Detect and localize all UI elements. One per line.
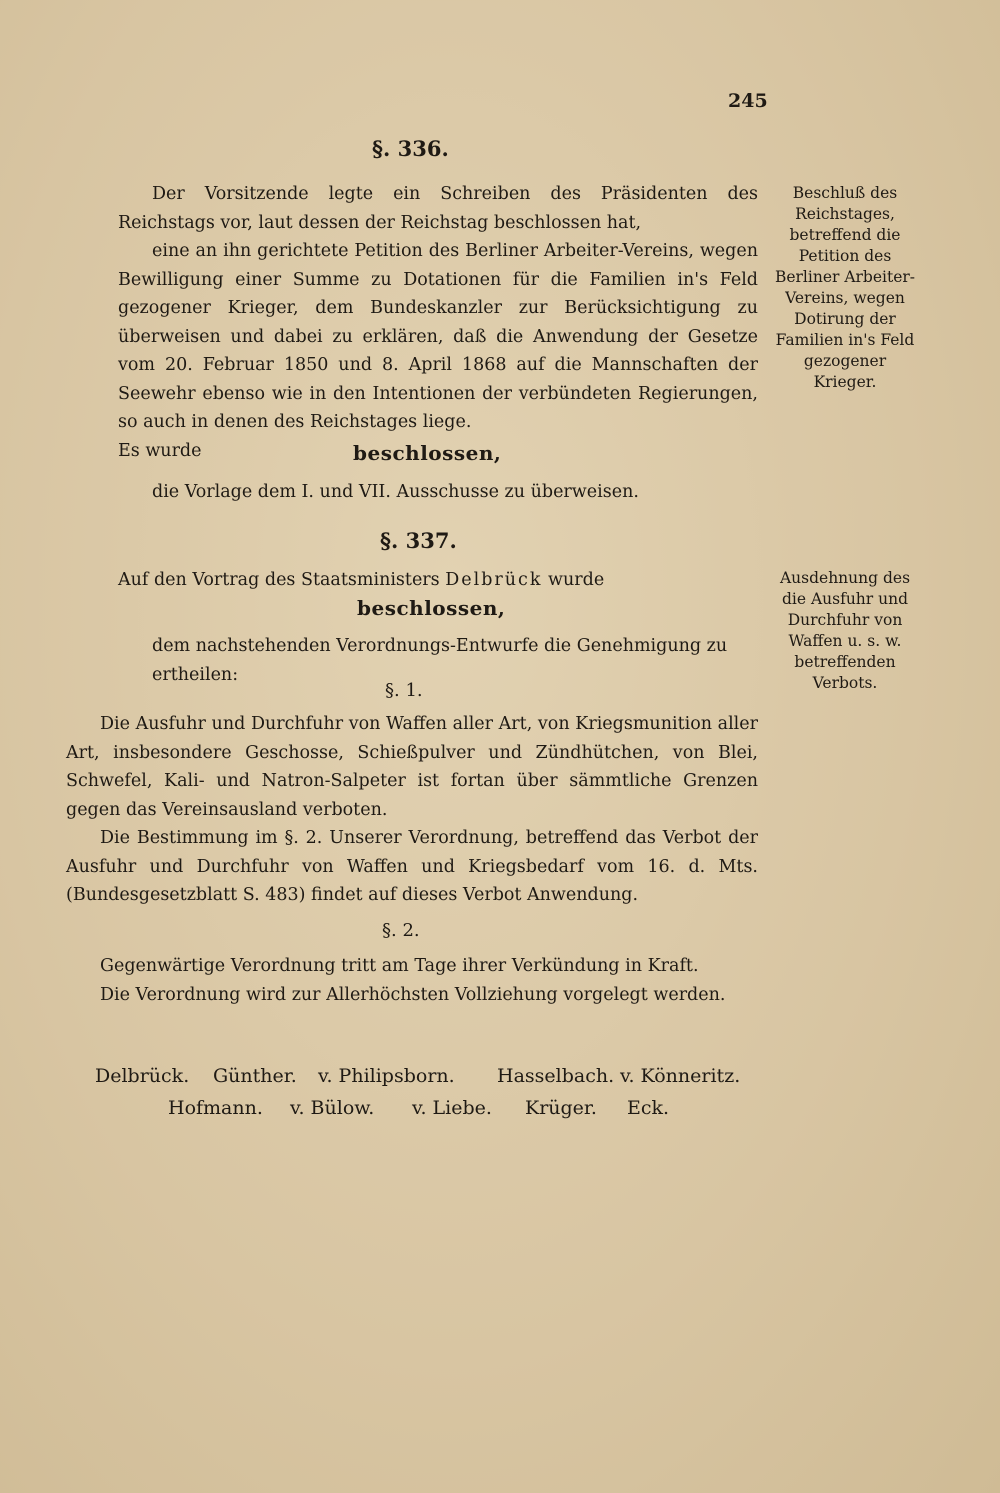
signature-hasselbach: Hasselbach. <box>497 1065 615 1087</box>
section-336-margin-note: Beschluß des Reichstages, betreffend die Petition des Berliner Arbeiter-Vereins, wegen Dotirung der Familien in's Feld gezogener Krieger. <box>774 184 916 391</box>
section-337-intro-prefix: Auf den Vortrag des Staatsministers <box>118 570 440 590</box>
section-337-intro-suffix: wurde <box>548 570 605 590</box>
section-337-intro-name: Delbrück <box>445 570 543 590</box>
signature-delbrueck: Delbrück. <box>95 1065 190 1087</box>
section-336-beschlossen: beschlossen, <box>353 441 502 465</box>
paragraph-2-heading: §. 2. <box>382 920 420 941</box>
section-336-resolution-text: eine an ihn gerichtete Petition des Berliner Arbeiter-Vereins, wegen Bewilligung einer Summe zu Dotationen für die Familien in's Feld gezogener Krieger, dem Bundeskanzler zur Berücksichtigung zu überweisen und dabei zu erklären, daß die Anwendung der Gesetze vom 20. Februar 1850 und 8. April 1868 auf die Mannschaften der Seewehr ebenso wie in den Intentionen der verbündeten Regierungen, so auch in denen des Reichstages liege. <box>118 241 758 432</box>
page-number: 245 <box>728 90 768 112</box>
section-336-es-wurde: Es wurde <box>118 440 202 461</box>
section-336-body <box>118 180 758 465</box>
signature-buelow: v. Bülow. <box>290 1097 375 1119</box>
section-337-beschlossen: beschlossen, <box>357 596 506 620</box>
paragraph-2-text-2: Die Verordnung wird zur Allerhöchsten Vollziehung vorgelegt werden. <box>100 984 726 1005</box>
signature-eck: Eck. <box>627 1097 670 1119</box>
paragraph-1-heading: §. 1. <box>385 680 423 701</box>
section-337-approval: dem nachstehenden Verordnungs-Entwurfe die Genehmigung zu ertheilen: <box>152 636 728 685</box>
section-336-decision: die Vorlage dem I. und VII. Ausschusse zu überweisen. <box>152 482 639 502</box>
section-336-heading: §. 336. <box>372 136 449 161</box>
signature-krueger: Krüger. <box>525 1097 597 1119</box>
signature-guenther: Günther. <box>213 1065 297 1087</box>
paragraph-1-text-2: Die Bestimmung im §. 2. Unserer Verordnung, betreffend das Verbot der Ausfuhr und Durchfuhr von Waffen und Kriegsbedarf vom 16. d. Mts. (Bundesgesetzblatt S. 483) findet auf dieses Verbot Anwendung. <box>66 828 758 905</box>
paragraph-2-text-1: Gegenwärtige Verordnung tritt am Tage ihrer Verkündung in Kraft. <box>100 956 699 976</box>
paragraph-2-body <box>66 952 758 1009</box>
paragraph-1-body <box>66 710 758 910</box>
paragraph-1-text-1: Die Ausfuhr und Durchfuhr von Waffen aller Art, von Kriegsmunition aller Art, insbesondere Geschosse, Schießpulver und Zündhütchen, von Blei, Schwefel, Kali- und Natron-Salpeter ist fortan über sämmtliche Grenzen gegen das Vereinsausland verboten. <box>66 714 758 820</box>
section-337-margin-note: Ausdehnung des die Ausfuhr und Durchfuhr von Waffen u. s. w. betreffenden Verbots. <box>779 569 911 692</box>
signature-liebe: v. Liebe. <box>412 1097 492 1119</box>
signature-koenneritz: v. Könneritz. <box>620 1065 741 1087</box>
section-336-opening: Der Vorsitzende legte ein Schreiben des Präsidenten des Reichstags vor, laut dessen der Reichstag beschlossen hat, <box>118 184 758 233</box>
signature-hofmann: Hofmann. <box>168 1097 263 1119</box>
section-337-heading: §. 337. <box>380 528 457 553</box>
signature-philipsborn: v. Philipsborn. <box>318 1065 455 1087</box>
section-337-intro <box>118 566 758 595</box>
